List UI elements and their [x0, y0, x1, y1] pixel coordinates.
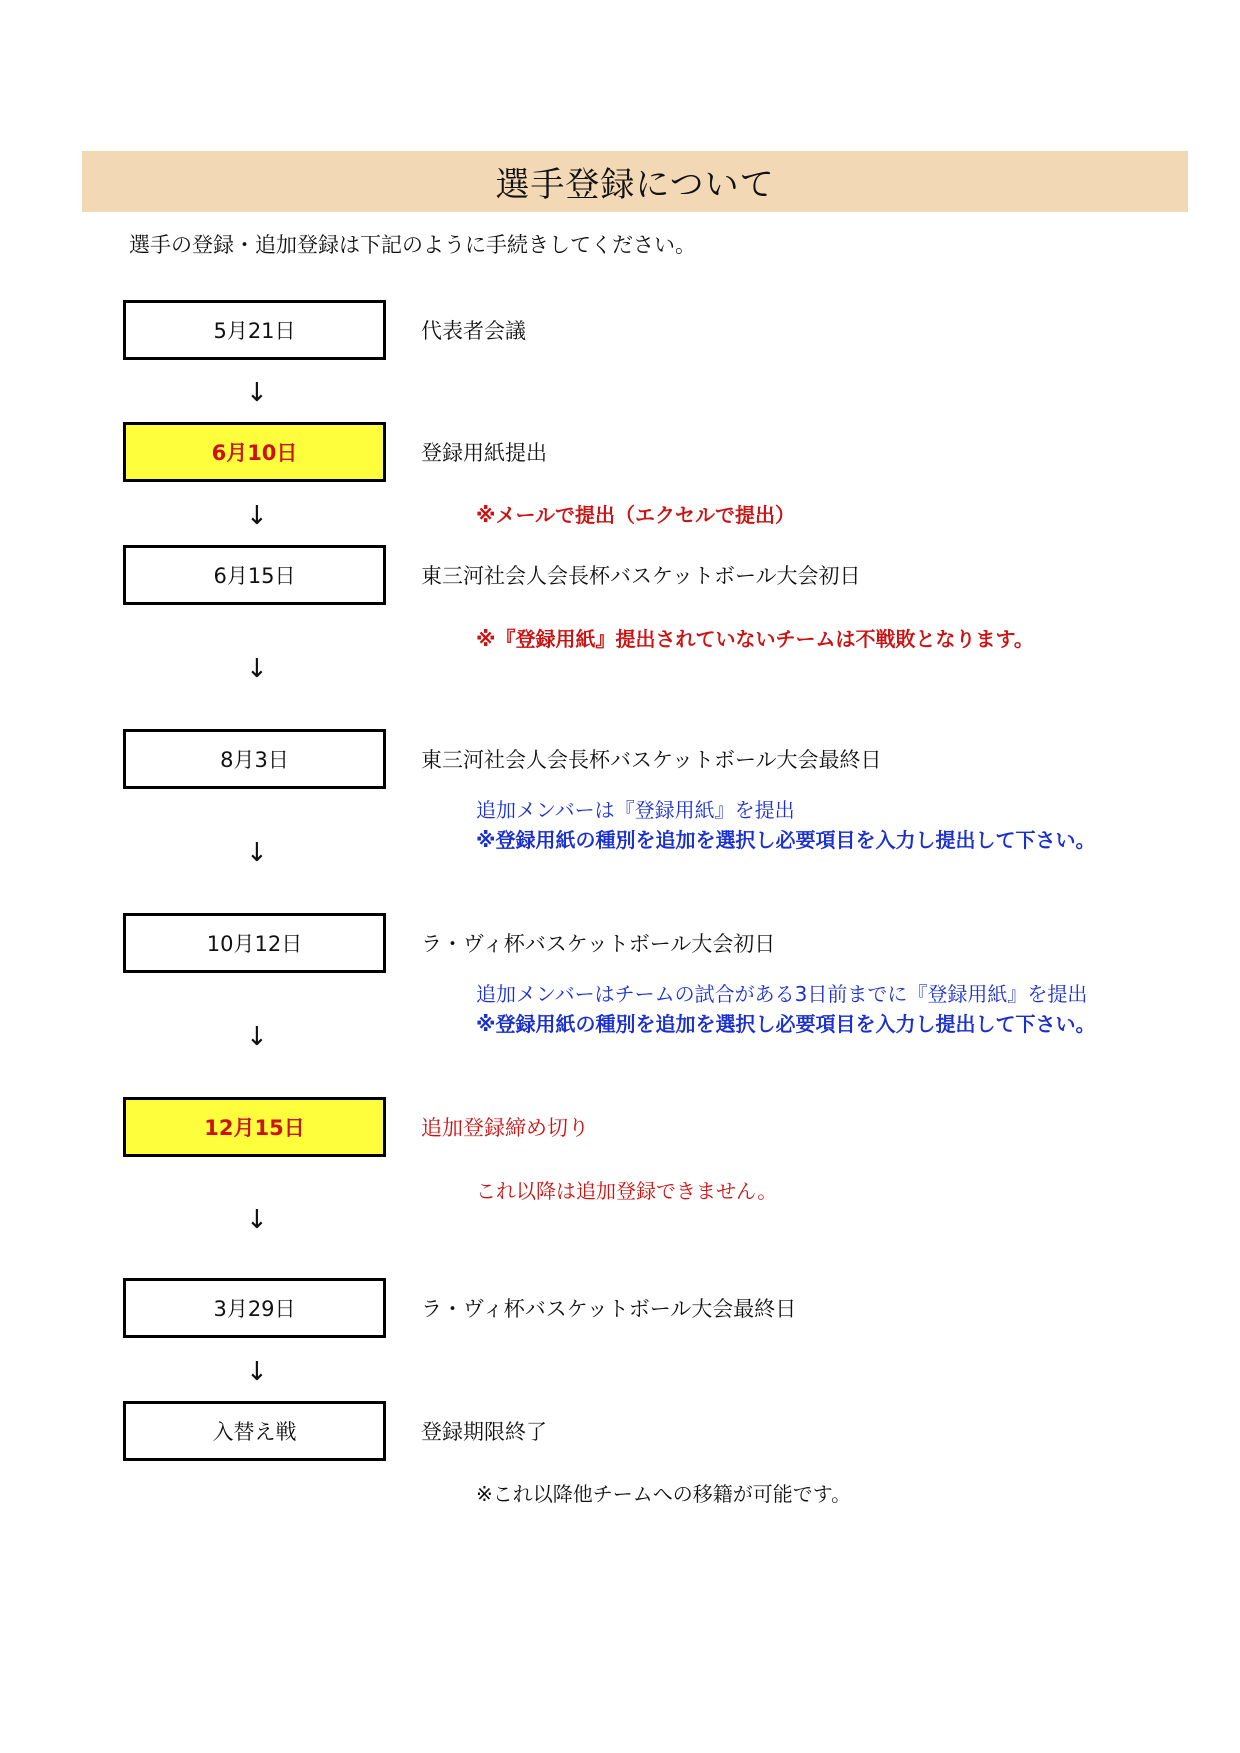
step-1-description: 代表者会議 — [421, 319, 526, 343]
step-4-description: 東三河社会人会長杯バスケットボール大会最終日 — [421, 748, 882, 772]
intro-text: 選手の登録・追加登録は下記のように手続きしてください。 — [129, 233, 696, 257]
date-box-step-3: 6月15日 — [123, 545, 386, 605]
step-2-description: 登録用紙提出 — [421, 441, 547, 465]
date-box-step-4: 8月3日 — [123, 729, 386, 789]
date-box-step-1: 5月21日 — [123, 300, 386, 360]
down-arrow-icon: ↓ — [246, 654, 268, 684]
down-arrow-icon: ↓ — [246, 378, 268, 408]
date-box-step-5: 10月12日 — [123, 913, 386, 973]
down-arrow-icon: ↓ — [246, 1022, 268, 1052]
step-4-note-2: ※登録用紙の種別を追加を選択し必要項目を入力し提出して下さい。 — [476, 828, 1096, 852]
step-5-description: ラ・ヴィ杯バスケットボール大会初日 — [421, 932, 776, 956]
step-5-note-1: 追加メンバーはチームの試合がある3日前までに『登録用紙』を提出 — [476, 982, 1088, 1006]
step-6-description: 追加登録締め切り — [421, 1116, 589, 1140]
step-8-description: 登録期限終了 — [421, 1420, 547, 1444]
down-arrow-icon: ↓ — [246, 1205, 268, 1235]
date-box-step-6: 12月15日 — [123, 1097, 386, 1157]
step-4-note-1: 追加メンバーは『登録用紙』を提出 — [476, 798, 795, 822]
date-box-step-8: 入替え戦 — [123, 1401, 386, 1461]
down-arrow-icon: ↓ — [246, 501, 268, 531]
down-arrow-icon: ↓ — [246, 1357, 268, 1387]
page-title: 選手登録について — [495, 165, 775, 205]
down-arrow-icon: ↓ — [246, 838, 268, 868]
step-8-note: ※これ以降他チームへの移籍が可能です。 — [476, 1482, 852, 1506]
date-box-step-2: 6月10日 — [123, 422, 386, 482]
step-3-note: ※『登録用紙』提出されていないチームは不戦敗となります。 — [476, 627, 1034, 651]
date-box-step-7: 3月29日 — [123, 1278, 386, 1338]
step-6-note: これ以降は追加登録できません。 — [476, 1179, 778, 1203]
page-header-band — [82, 151, 1188, 212]
step-7-description: ラ・ヴィ杯バスケットボール大会最終日 — [421, 1297, 797, 1321]
step-2-note: ※メールで提出（エクセルで提出） — [476, 503, 796, 527]
step-3-description: 東三河社会人会長杯バスケットボール大会初日 — [421, 564, 861, 588]
step-5-note-2: ※登録用紙の種別を追加を選択し必要項目を入力し提出して下さい。 — [476, 1012, 1096, 1036]
